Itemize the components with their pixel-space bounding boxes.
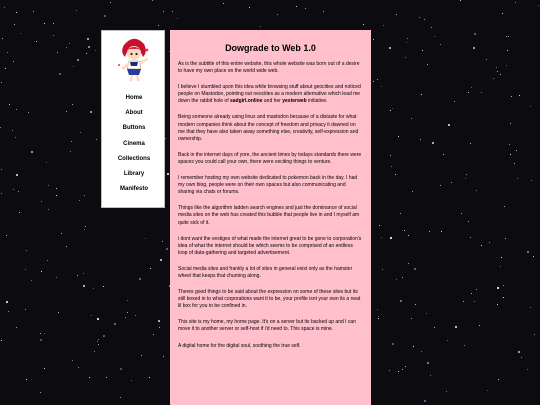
- star: [46, 162, 47, 163]
- star: [44, 23, 45, 24]
- star: [104, 15, 106, 17]
- star: [48, 185, 49, 186]
- star: [519, 95, 520, 96]
- star: [420, 139, 421, 140]
- star: [13, 189, 14, 190]
- star: [381, 237, 382, 238]
- star: [510, 154, 511, 155]
- paragraph-text: initiative.: [306, 98, 328, 105]
- star: [390, 155, 391, 156]
- star: [36, 41, 37, 42]
- star: [16, 174, 18, 176]
- star: [398, 371, 399, 372]
- star: [58, 312, 59, 313]
- star: [392, 108, 393, 109]
- star: [59, 73, 61, 75]
- star: [106, 377, 107, 378]
- sadgirl-online-mention: sadgirl.online: [229, 98, 263, 105]
- star: [86, 53, 87, 54]
- star: [166, 248, 168, 250]
- star: [489, 242, 490, 243]
- star: [56, 188, 57, 189]
- star: [407, 38, 408, 39]
- star: [14, 24, 15, 25]
- star: [427, 64, 428, 65]
- star: [460, 0, 461, 1]
- star: [508, 36, 509, 37]
- star: [430, 375, 431, 376]
- star: [31, 280, 32, 281]
- star: [77, 59, 79, 61]
- star: [396, 14, 397, 15]
- star: [538, 5, 539, 6]
- star: [441, 231, 442, 232]
- star: [26, 379, 27, 380]
- article-body: [178, 61, 363, 350]
- paragraph: i dont want the vestiges of what made the internet great to be gone to corporation's idea of what the internet should be which seems to be comprised of an endless loop of data-gathering and targeted advertisement.: [178, 235, 362, 256]
- star: [163, 11, 164, 12]
- star: [61, 233, 62, 234]
- star: [141, 355, 142, 356]
- star: [323, 11, 324, 12]
- star: [98, 344, 99, 345]
- paragraph: Theres good things to be said about the expression on some of these sites but its still boxed in to what corporations want it to be, your profile isnt your own its a neat lil box for you to be confined in.: [178, 289, 361, 310]
- star: [507, 50, 508, 51]
- star: [41, 201, 42, 202]
- star: [152, 0, 153, 1]
- star: [72, 360, 73, 361]
- star: [158, 25, 159, 26]
- star: [125, 317, 126, 318]
- star: [405, 366, 406, 367]
- star: [421, 94, 422, 95]
- star: [505, 238, 506, 239]
- star: [15, 137, 16, 138]
- page-title: Dowgrade to Web 1.0: [225, 43, 316, 53]
- star: [98, 339, 99, 340]
- star: [398, 136, 399, 137]
- paragraph: Being someone already using linux and mastodon because of a distaste for what modern companies think about the concept of freedom and privacy it dawned on me that they have also taken away something else, creativity, self-expression and ownership.: [178, 114, 359, 142]
- star: [1, 340, 2, 341]
- star: [41, 271, 42, 272]
- star: [476, 289, 477, 290]
- star: [110, 2, 111, 3]
- star: [424, 19, 425, 20]
- star: [509, 144, 510, 145]
- star: [83, 273, 84, 274]
- star: [527, 251, 529, 253]
- star: [260, 26, 261, 27]
- star: [249, 7, 250, 8]
- star: [40, 339, 42, 341]
- star: [378, 318, 379, 319]
- star: [66, 111, 67, 112]
- star: [473, 47, 475, 49]
- star: [78, 367, 79, 368]
- star: [405, 57, 406, 58]
- star: [90, 111, 92, 113]
- star: [6, 301, 8, 303]
- star: [419, 17, 420, 18]
- star: [382, 269, 383, 270]
- nav-link-manifesto[interactable]: Manifesto: [119, 186, 148, 193]
- star: [391, 166, 392, 167]
- star: [506, 65, 507, 66]
- star: [404, 230, 405, 231]
- star: [479, 325, 480, 326]
- star: [13, 61, 14, 62]
- star: [533, 256, 534, 257]
- star: [451, 182, 452, 183]
- star: [84, 229, 85, 230]
- star: [53, 35, 54, 36]
- star: [103, 286, 104, 287]
- star: [521, 357, 522, 358]
- star: [97, 318, 99, 320]
- star: [447, 340, 448, 341]
- main-content-panel: [170, 30, 371, 405]
- star: [468, 221, 469, 222]
- star: [57, 52, 58, 53]
- star: [163, 356, 164, 357]
- star: [47, 260, 48, 261]
- star: [424, 400, 426, 402]
- star: [4, 7, 5, 8]
- star: [383, 25, 384, 26]
- star: [277, 14, 278, 15]
- star: [510, 123, 511, 124]
- star: [378, 316, 379, 317]
- star: [172, 11, 173, 12]
- star: [1, 169, 2, 170]
- star: [470, 237, 471, 238]
- star: [396, 279, 397, 280]
- star: [71, 141, 72, 142]
- star: [400, 300, 402, 302]
- paragraph-text: and her: [262, 98, 283, 105]
- star: [498, 379, 499, 380]
- star: [481, 245, 482, 246]
- star: [461, 213, 462, 214]
- paragraph: Things like the algorithm ladden search engines and just the dominance of social media sites on the web has created this bubble that people live in and I myself am quite sick of it.: [178, 205, 360, 226]
- star: [434, 327, 435, 328]
- star: [470, 143, 471, 144]
- star: [84, 195, 85, 196]
- star: [377, 309, 378, 310]
- star: [120, 368, 122, 370]
- star: [363, 24, 364, 25]
- paragraph: As is the subtitle of this entire website, this whole website was born out of a desire to have my own place on the world wide web.: [178, 61, 360, 75]
- star: [9, 104, 10, 105]
- star: [390, 110, 391, 111]
- star: [432, 142, 434, 144]
- star: [500, 74, 501, 75]
- star: [474, 33, 476, 35]
- star: [440, 185, 441, 186]
- star: [158, 320, 160, 322]
- star: [296, 6, 297, 7]
- star: [501, 257, 502, 258]
- star: [25, 309, 26, 310]
- star: [44, 368, 45, 369]
- star: [429, 231, 430, 232]
- star: [66, 47, 67, 48]
- star: [431, 27, 432, 28]
- star: [131, 380, 132, 381]
- anime-girl-avatar: [110, 35, 158, 83]
- star: [504, 206, 505, 207]
- paragraph: [178, 84, 363, 105]
- star: [72, 104, 73, 105]
- paragraph: Back in the internet days of yore, the ancient times by todays standards there were spaces you could call your own, there were exciting things to venture.: [178, 151, 362, 165]
- star: [87, 38, 89, 40]
- star: [426, 313, 427, 314]
- paragraph: This site is my home, my home page. It's on a server but its backed up and I can move it to another server or self-host if i'd need to. This space is mine.: [178, 319, 356, 333]
- star: [40, 333, 41, 334]
- site-nav: [102, 95, 166, 201]
- paragraph-text: I believe I stumbled upon this idea while browsing stuff about geocities and noticed people on Mastodon, pointing out neocities as a modern alternative which lead me down the rabbit hole of: [178, 84, 361, 105]
- star: [402, 277, 403, 278]
- star: [162, 241, 163, 242]
- star: [149, 377, 150, 378]
- star: [517, 178, 518, 179]
- star: [427, 362, 429, 364]
- star: [530, 307, 531, 308]
- star: [392, 343, 394, 345]
- star: [2, 38, 3, 39]
- star: [70, 151, 71, 152]
- star: [127, 300, 128, 301]
- star: [389, 47, 391, 49]
- star: [160, 259, 162, 261]
- star: [493, 78, 494, 79]
- star: [76, 10, 77, 11]
- star: [73, 66, 74, 67]
- star: [506, 36, 507, 37]
- yesterweb-mention: yesterweb: [282, 98, 307, 105]
- star: [44, 333, 45, 334]
- star: [20, 33, 21, 34]
- star: [389, 370, 390, 371]
- star: [455, 326, 457, 328]
- star: [373, 81, 374, 82]
- star: [96, 139, 97, 140]
- star: [446, 391, 447, 392]
- star: [471, 87, 472, 88]
- star: [412, 191, 413, 192]
- star: [139, 278, 141, 280]
- star: [516, 150, 517, 151]
- star: [135, 315, 136, 316]
- nav-link-home[interactable]: Home: [125, 95, 143, 101]
- star: [373, 39, 374, 40]
- star: [434, 36, 435, 37]
- star: [95, 50, 96, 51]
- star: [411, 318, 412, 319]
- star: [497, 287, 499, 289]
- star: [402, 369, 403, 370]
- star: [471, 293, 472, 294]
- star: [150, 268, 151, 269]
- star: [120, 397, 121, 398]
- star: [16, 12, 17, 13]
- star: [305, 8, 306, 9]
- star: [534, 334, 535, 335]
- star: [66, 246, 67, 247]
- star: [48, 209, 49, 210]
- star: [527, 369, 528, 370]
- star: [411, 118, 412, 119]
- star: [159, 327, 160, 328]
- star: [103, 335, 105, 337]
- star: [511, 96, 512, 97]
- star: [69, 43, 70, 44]
- star: [88, 46, 90, 48]
- star: [518, 351, 520, 353]
- star: [474, 301, 475, 302]
- star: [28, 112, 29, 113]
- star: [56, 277, 57, 278]
- star: [481, 92, 482, 93]
- star: [530, 106, 531, 107]
- star: [390, 237, 392, 239]
- nav-link-about[interactable]: About: [125, 110, 143, 117]
- star: [89, 377, 90, 378]
- star: [395, 174, 396, 175]
- star: [465, 178, 466, 179]
- star: [79, 200, 80, 201]
- sidebar: [101, 30, 165, 208]
- star: [83, 285, 85, 287]
- star: [503, 285, 504, 286]
- star: [97, 341, 98, 342]
- star: [531, 180, 532, 181]
- star: [502, 13, 503, 14]
- star: [6, 235, 7, 236]
- star: [514, 163, 515, 164]
- star: [5, 68, 6, 69]
- star: [464, 345, 465, 346]
- star: [408, 263, 409, 264]
- star: [56, 195, 57, 196]
- star: [466, 174, 467, 175]
- star: [381, 86, 382, 87]
- star: [500, 266, 501, 267]
- star: [12, 130, 13, 131]
- star: [400, 213, 401, 214]
- star: [421, 351, 422, 352]
- star: [177, 18, 178, 19]
- star: [7, 52, 8, 53]
- paragraph: I remember hosting my own website dedicated to pokemon back in the day. I had my own blog, people were on their own spaces but also communicating and sharing via chats or forums.: [178, 175, 358, 196]
- nav-link-cinema[interactable]: Cinema: [123, 140, 145, 147]
- nav-link-library[interactable]: Library: [123, 170, 145, 177]
- nav-link-buttons[interactable]: Buttons: [122, 125, 146, 132]
- star: [31, 151, 33, 153]
- star: [153, 334, 154, 335]
- star: [19, 212, 20, 213]
- star: [127, 312, 128, 313]
- star: [16, 109, 17, 110]
- star: [440, 44, 441, 45]
- star: [18, 191, 19, 192]
- star: [497, 304, 498, 305]
- star: [25, 269, 26, 270]
- star: [53, 23, 54, 24]
- star: [443, 154, 444, 155]
- star: [377, 79, 378, 80]
- star: [408, 235, 409, 236]
- star: [26, 250, 27, 251]
- star: [487, 390, 488, 391]
- nav-link-collections[interactable]: Collections: [117, 155, 151, 162]
- star: [223, 3, 224, 4]
- star: [8, 311, 9, 312]
- star: [496, 67, 497, 68]
- star: [167, 173, 169, 175]
- star: [468, 92, 469, 93]
- star: [497, 71, 498, 72]
- star: [80, 132, 81, 133]
- star: [454, 101, 455, 102]
- star: [413, 346, 414, 347]
- star: [486, 59, 487, 60]
- star: [503, 297, 504, 298]
- star: [91, 315, 92, 316]
- star: [145, 238, 146, 239]
- star: [515, 2, 516, 3]
- star: [77, 275, 78, 276]
- star: [1, 193, 2, 194]
- star: [93, 288, 94, 289]
- star: [16, 327, 17, 328]
- star: [1, 82, 2, 83]
- star: [463, 301, 464, 302]
- star: [33, 11, 34, 12]
- star: [448, 124, 450, 126]
- paragraph: A digital home for the digital soul, soothing the true self.: [178, 342, 301, 349]
- star: [415, 304, 416, 305]
- star: [414, 268, 416, 270]
- paragraph: Social media sites and frankly a lot of sites in general exist only as the hamster wheel that keeps that churning along.: [178, 265, 353, 279]
- star: [114, 323, 116, 325]
- star: [476, 190, 477, 191]
- star: [406, 42, 407, 43]
- star: [94, 351, 95, 352]
- star: [40, 392, 41, 393]
- star: [0, 127, 1, 128]
- star: [379, 225, 380, 226]
- star: [422, 50, 423, 51]
- star: [85, 226, 86, 227]
